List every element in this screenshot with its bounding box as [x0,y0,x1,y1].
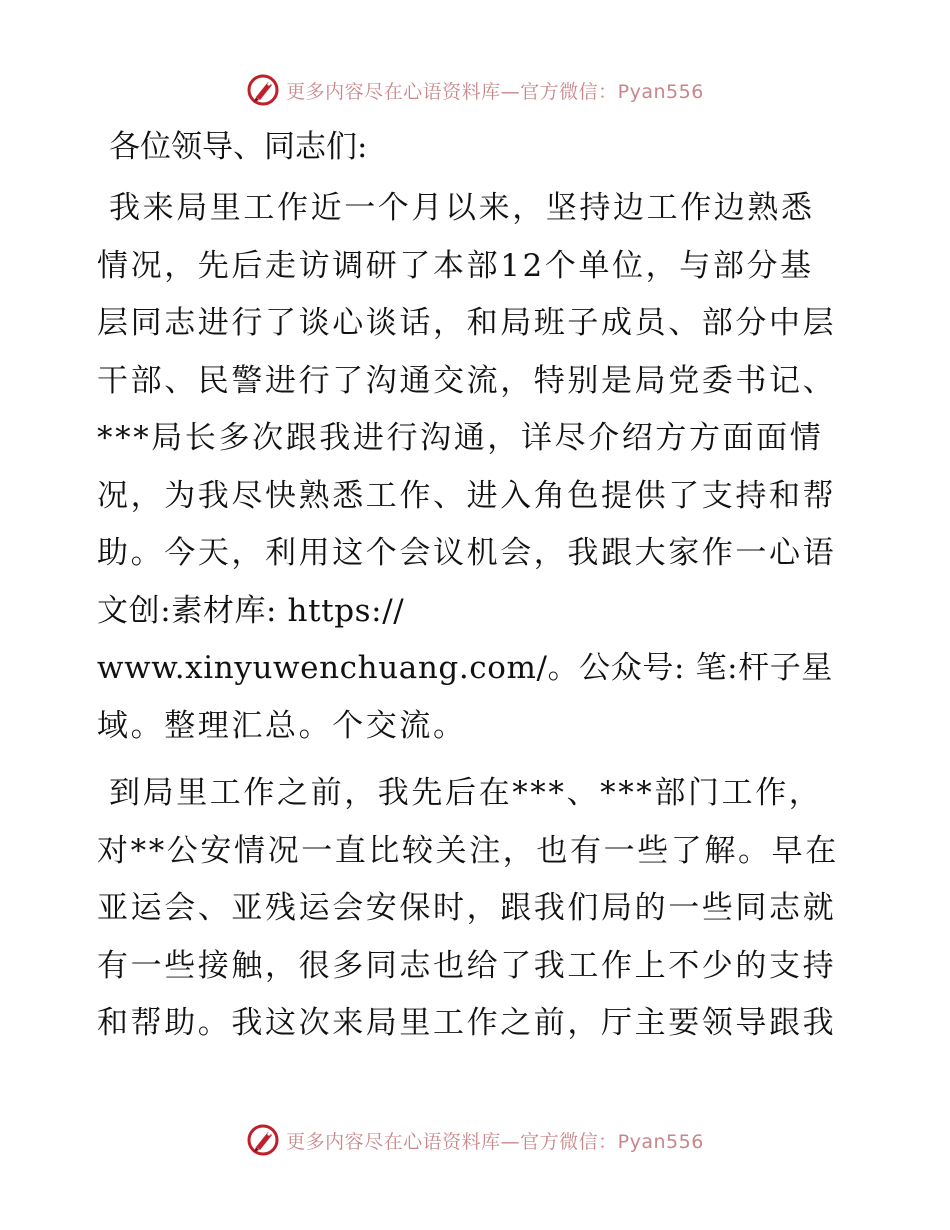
watermark-text: 更多内容尽在心语资料库—官方微信：Pyan556 [286,80,704,103]
pen-logo-icon [246,1123,280,1157]
paragraph-1 [97,180,857,755]
watermark-text: 更多内容尽在心语资料库—官方微信：Pyan556 [286,1130,704,1153]
text-line: 域。整理汇总。个交流。 [97,707,467,744]
header-watermark [0,70,950,110]
text-line: 干部、民警进行了沟通交流，特别是局党委书记、 [97,362,837,399]
text-line: 情况，先后走访调研了本部12个单位，与部分基 [97,247,814,284]
text-line: 亚运会、亚残运会安保时，跟我们局的一些同志就 [97,890,837,926]
text-line: 况，为我尽快熟悉工作、进入角色提供了支持和帮 [97,477,837,514]
paragraph-2 [97,765,857,1053]
footer-watermark [0,1120,950,1160]
text-line: www.xinyuwenchuang.com/。公众号: 笔:杆子星 [97,650,833,686]
text-line: 我来局里工作近一个月以来，坚持边工作边熟悉 [109,190,815,226]
text-line: 到局里工作之前，我先后在***、***部门工作， [109,775,823,811]
text-line: 和帮助。我这次来局里工作之前，厅主要领导跟我 [97,1005,837,1041]
salutation: 各位领导、同志们: [109,129,368,165]
text-line: 层同志进行了谈心谈话，和局班子成员、部分中层 [97,305,837,341]
document-body [97,124,857,1063]
text-line: 对**公安情况一直比较关注，也有一些了解。早在 [97,832,839,869]
text-line: 文创:素材库: https:// [97,592,405,629]
text-line: 助。今天，利用这个会议机会，我跟大家作一心语 [97,535,837,571]
text-line: ***局长多次跟我进行沟通，详尽介绍方方面面情 [97,420,824,456]
pen-logo-icon [246,73,280,107]
text-line: 有一些接触，很多同志也给了我工作上不少的支持 [97,947,837,984]
